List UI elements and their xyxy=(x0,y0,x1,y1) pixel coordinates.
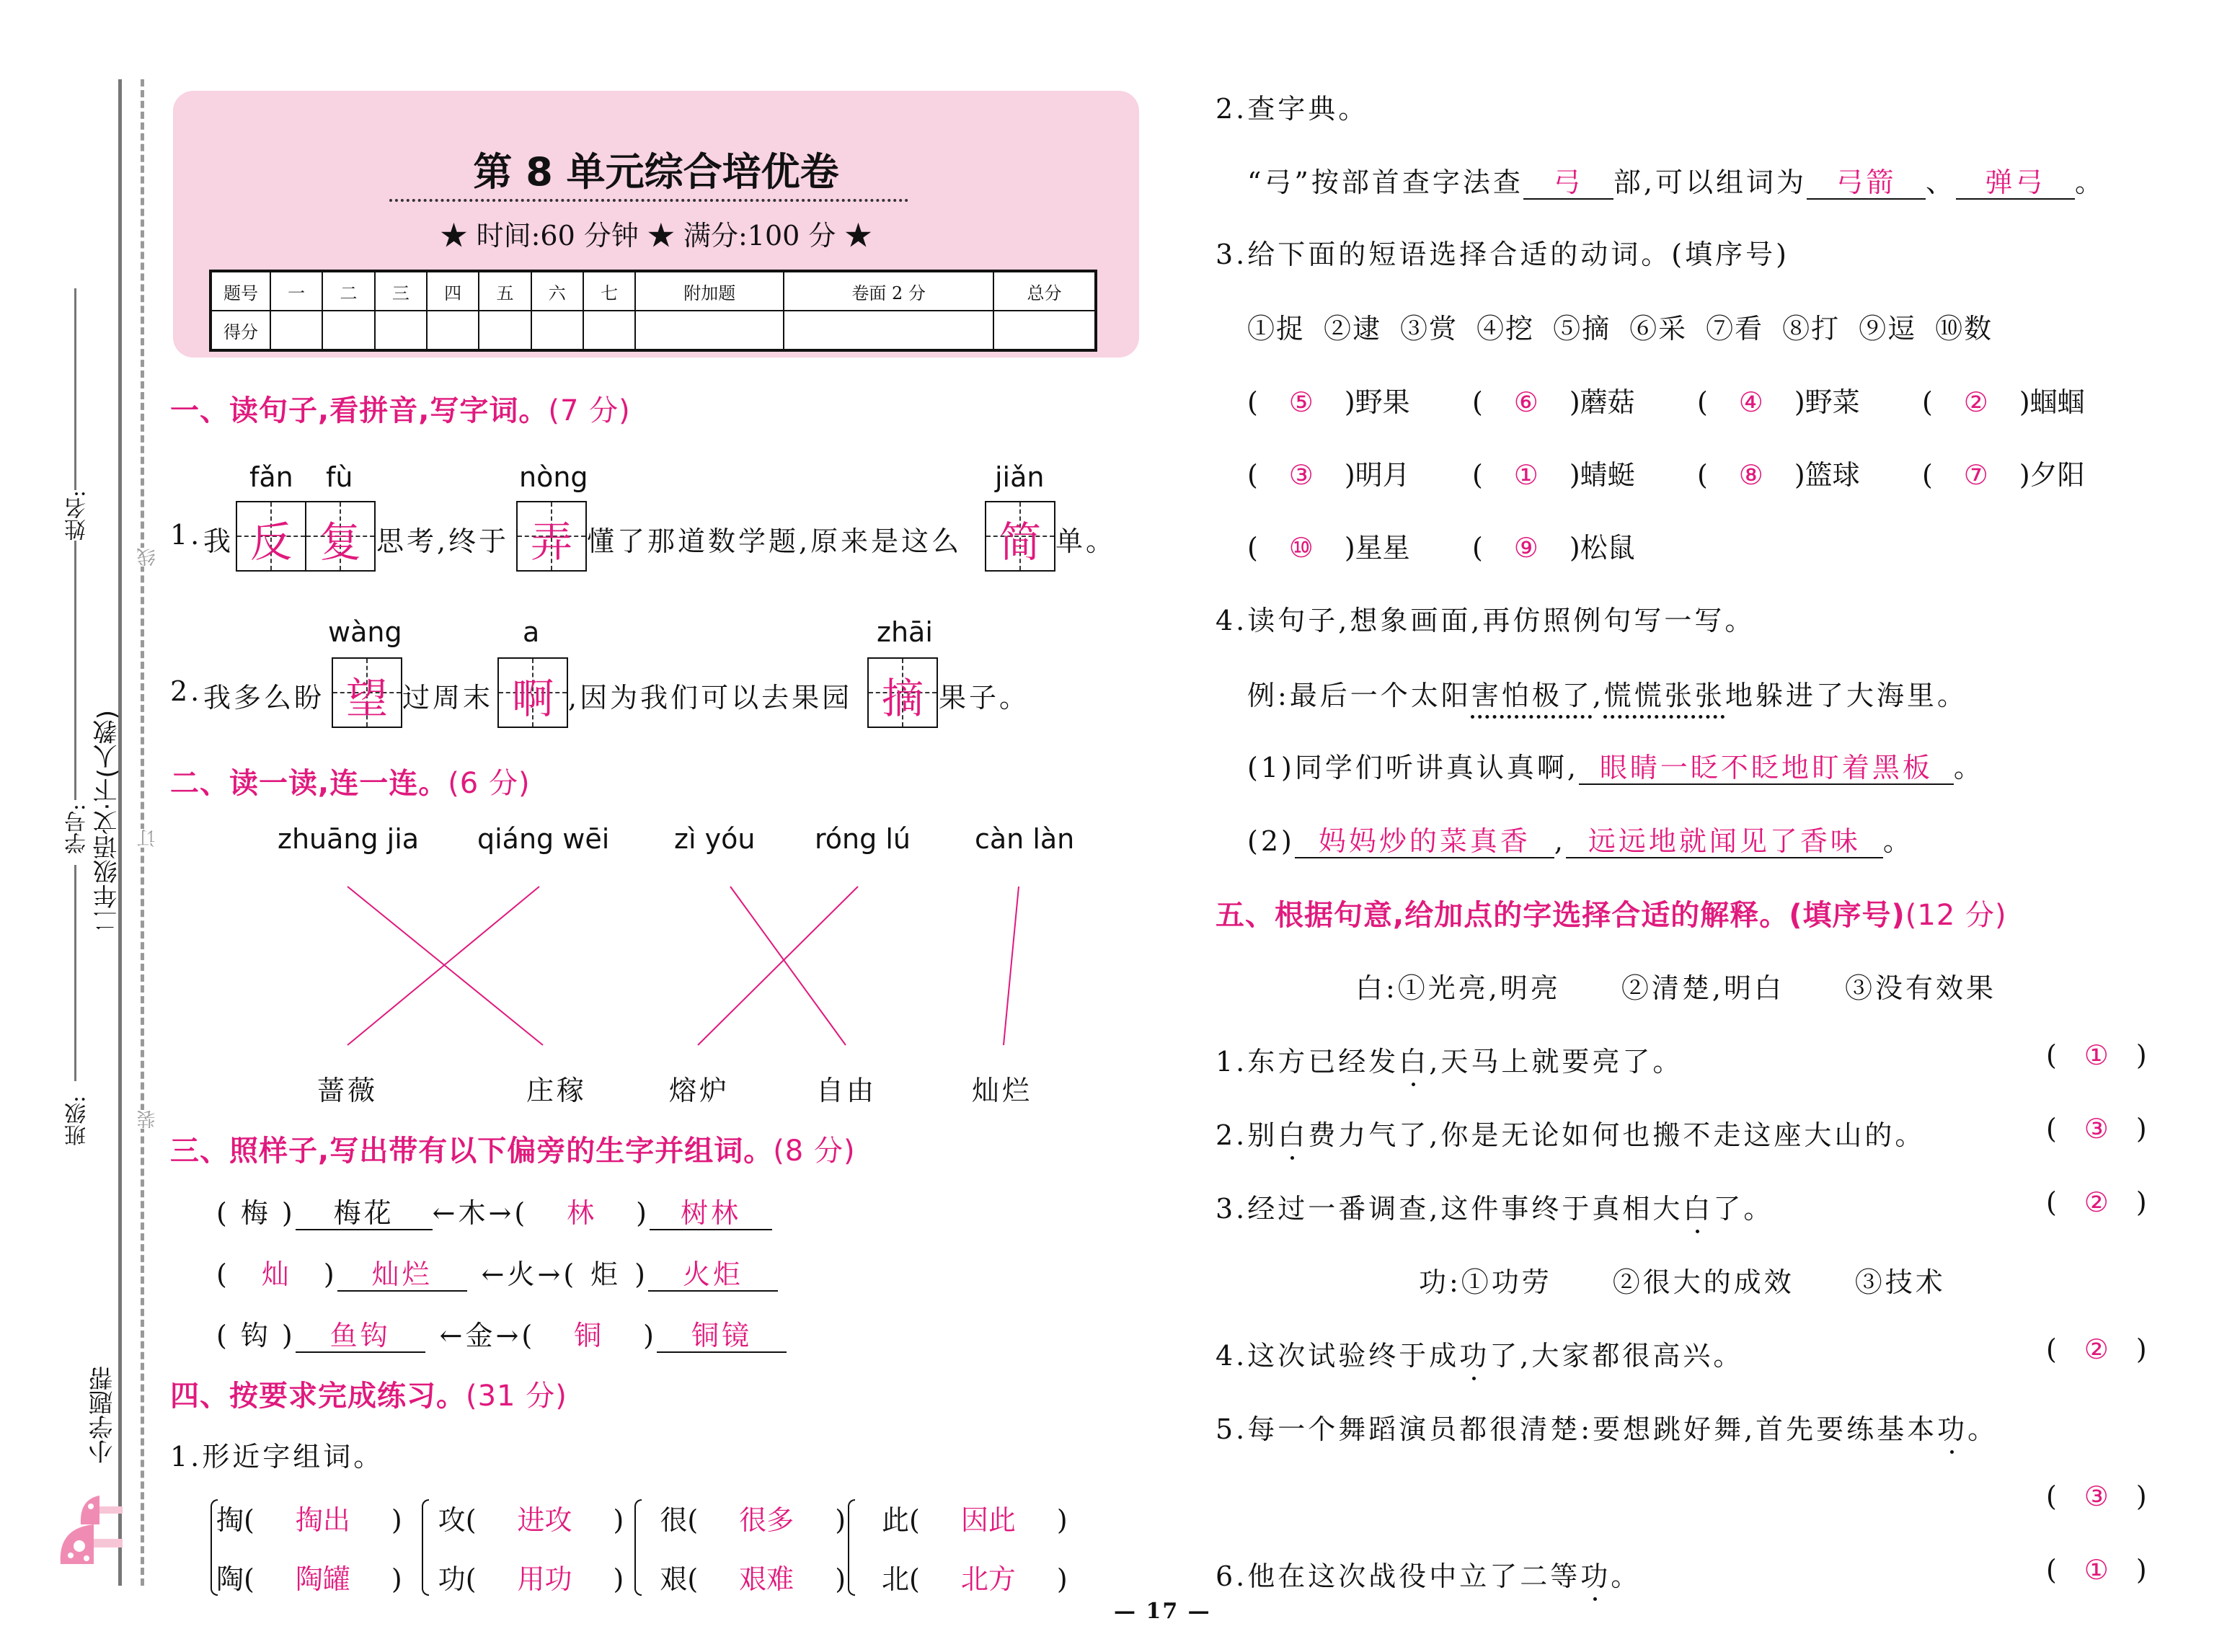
score-col: 三 xyxy=(375,271,427,311)
sentence-text: ,因为我们可以去果园 xyxy=(568,682,853,714)
question-number: 6. xyxy=(1216,1560,1248,1592)
verb-option: ②逮 xyxy=(1324,313,1382,345)
answer-word[interactable]: 灿烂 xyxy=(337,1260,467,1292)
answer[interactable]: ⑤ xyxy=(1288,386,1314,418)
answer[interactable]: ⑧ xyxy=(1738,459,1763,491)
answer[interactable]: 北方 xyxy=(960,1563,1016,1595)
writing-box[interactable] xyxy=(497,657,568,728)
pinyin-option: qiáng wēi xyxy=(477,823,610,855)
pinyin: wàng xyxy=(328,616,402,648)
dotted-char: 白 xyxy=(1399,1046,1430,1078)
answer[interactable]: 用功 xyxy=(517,1563,572,1595)
pinyin: a xyxy=(523,616,540,648)
box-answer: 简 xyxy=(999,518,1041,567)
pinyin-option: càn làn xyxy=(975,823,1075,855)
answer[interactable]: 艰难 xyxy=(739,1563,794,1595)
box-answer: 望 xyxy=(345,674,388,723)
pinyin: fù xyxy=(326,461,353,493)
phrase: 蝈蝈 xyxy=(2029,386,2085,418)
char: 陶 xyxy=(216,1563,244,1595)
answer-paren[interactable]: ( ② ) xyxy=(2046,1333,2147,1365)
score-col: 总分 xyxy=(993,271,1096,311)
section-3-title xyxy=(170,1128,856,1169)
box-answer: 反 xyxy=(249,518,292,567)
answer[interactable]: 掏出 xyxy=(295,1504,350,1536)
paren-open: ( xyxy=(563,1258,577,1290)
imitation-sentence-1 xyxy=(1247,745,1984,785)
answer-blank[interactable]: 弓箭 xyxy=(1807,168,1926,200)
answer-paren[interactable]: ( ① ) xyxy=(2046,1039,2147,1071)
dictionary-question xyxy=(1247,160,2105,200)
separator: 、 xyxy=(1925,166,1956,198)
paren-close: ) xyxy=(323,1258,337,1290)
sentence-text: 果子。 xyxy=(939,682,1030,714)
similar-char-row: 掏( 掏出 ) 攻( 进攻 ) 很( 很多 ) 此( 因此 ) xyxy=(216,1498,1068,1537)
phrase: 野菜 xyxy=(1805,386,1860,418)
answer[interactable]: ① xyxy=(1513,459,1538,491)
question-number: 4. xyxy=(1216,1340,1248,1372)
cut-mark-zhuang: 装 xyxy=(134,1110,161,1129)
phrase: 夕阳 xyxy=(2029,459,2085,491)
question-text: ,天马上就要亮了。 xyxy=(1429,1046,1683,1078)
sentence-text: 思考,终于 xyxy=(376,525,510,557)
verb-options xyxy=(1247,306,1993,346)
verb-option: ⑨逗 xyxy=(1859,313,1917,345)
answer-paren[interactable]: ( ② ) xyxy=(2046,1186,2147,1218)
subquestion-title: 3.给下面的短语选择合适的动词。(填序号) xyxy=(1216,239,1789,270)
class-label: 班级: xyxy=(65,1096,90,1147)
paren-close: ) xyxy=(281,1320,296,1351)
pinyin: jiǎn xyxy=(995,461,1045,493)
definitions-gong: 功:①功劳 ②很大的成效 ③技术 xyxy=(1419,1266,1946,1298)
question-text: 了,大家都很高兴。 xyxy=(1489,1340,1744,1372)
cut-mark-line: 线 xyxy=(134,548,161,567)
definitions-bai: 白:①光亮,明亮 ②清楚,明白 ③没有效果 xyxy=(1355,972,1996,1004)
answer-blank[interactable]: 远远地就闻见了香味 xyxy=(1566,827,1883,858)
section-title-text: 四、按要求完成练习。 xyxy=(170,1380,466,1413)
score-col: 七 xyxy=(583,271,635,311)
score-col: 附加题 xyxy=(635,271,784,311)
verb-option: ⑩数 xyxy=(1935,313,1993,345)
grade-label: 二年级语文·下(人教) xyxy=(93,710,122,933)
question-number: 1. xyxy=(170,519,203,551)
answer-char[interactable]: 林 xyxy=(567,1197,598,1229)
dotted-phrase: 慌慌张张 xyxy=(1603,680,1725,711)
question-number: 2. xyxy=(170,675,203,707)
dotted-char: 功 xyxy=(1937,1413,1968,1445)
section-points: (7 分) xyxy=(548,394,631,427)
phrase: 篮球 xyxy=(1805,459,1860,491)
writing-box[interactable] xyxy=(867,657,938,728)
question-text: 这次试验终于成 xyxy=(1247,1340,1460,1372)
verb-option: ⑥采 xyxy=(1629,313,1688,345)
verb-option: ⑦看 xyxy=(1706,313,1764,345)
answer[interactable]: ⑦ xyxy=(1963,459,1988,491)
char: 很 xyxy=(660,1504,688,1536)
answer[interactable]: 因此 xyxy=(960,1504,1016,1536)
page-title: 第 8 单元综合培优卷 xyxy=(473,149,839,195)
question-text: 了。 xyxy=(1713,1193,1774,1225)
answer-blank[interactable]: 眼睛一眨不眨地盯着黑板 xyxy=(1579,753,1954,785)
answer[interactable]: 进攻 xyxy=(517,1504,572,1536)
pinyin-option: zì yóu xyxy=(674,823,756,855)
score-table-row-label: 得分 xyxy=(211,311,270,350)
answer[interactable]: ④ xyxy=(1738,386,1763,418)
section-title-text: 三、照样子,写出带有以下偏旁的生字并组词。 xyxy=(170,1134,774,1168)
exam-info: ★ 时间:60 分钟 ★ 满分:100 分 ★ xyxy=(440,220,872,252)
example-text: 例:最后一个太阳 xyxy=(1247,680,1471,711)
answer-blank[interactable]: 弓 xyxy=(1523,168,1613,200)
answer-char[interactable]: 灿 xyxy=(261,1258,292,1290)
sentence-text: 。 xyxy=(1882,825,1913,857)
score-col: 四 xyxy=(427,271,479,311)
mushroom-logo-icon xyxy=(58,1492,130,1571)
section-points: (12 分) xyxy=(1905,899,2007,932)
verb-answer-row: ( ⑩ )星星 ( ⑨ )松鼠 xyxy=(1247,532,1635,564)
section-points: (31 分) xyxy=(466,1380,567,1413)
id-label: 学号: xyxy=(65,804,90,855)
word-option: 庄稼 xyxy=(526,1075,588,1106)
sentence-text: 。 xyxy=(1953,752,1984,783)
verb-option: ③赏 xyxy=(1400,313,1458,345)
subquestion-title: 2.查字典。 xyxy=(1216,93,1369,125)
score-col: 五 xyxy=(479,271,531,311)
paren-close: ) xyxy=(643,1320,657,1351)
radical-row xyxy=(216,1191,772,1230)
sentence-text: 过周末 xyxy=(402,682,494,714)
meaning-question xyxy=(1216,1186,1774,1226)
pinyin: zhāi xyxy=(877,616,933,648)
word-option: 自由 xyxy=(816,1075,877,1106)
box-answer: 弄 xyxy=(530,518,572,567)
char: 此 xyxy=(882,1504,910,1536)
brand-label: 小学题帮 xyxy=(89,1366,118,1464)
paren-open: ( xyxy=(216,1197,230,1229)
page-number: — 17 — xyxy=(1114,1599,1211,1624)
paren-open: ( xyxy=(521,1320,536,1351)
sentence-text: 单。 xyxy=(1055,525,1117,557)
phrase: 松鼠 xyxy=(1580,532,1635,564)
answer-word[interactable]: 铜镜 xyxy=(657,1321,787,1353)
example-text: , xyxy=(1592,680,1604,711)
sentence-text: (2) xyxy=(1247,825,1295,857)
question-text: 每一个舞蹈演员都很清楚:要想跳好舞,首先要练基本 xyxy=(1247,1413,1938,1445)
answer[interactable]: 很多 xyxy=(739,1504,794,1536)
writing-box[interactable] xyxy=(985,501,1055,572)
pinyin-option: zhuāng jia xyxy=(278,823,420,855)
word-option: 灿烂 xyxy=(972,1075,1033,1106)
verb-option: ⑧打 xyxy=(1782,313,1841,345)
question-text: 费力气了,你是无论如何也搬不走这座大山的。 xyxy=(1308,1119,1926,1151)
answer[interactable]: ② xyxy=(2084,1333,2109,1365)
answer-paren[interactable]: ( ③ ) xyxy=(2046,1113,2147,1145)
writing-box[interactable] xyxy=(332,657,402,728)
paren-open: ( xyxy=(514,1197,528,1229)
sentence-text: 我 xyxy=(203,525,234,557)
section-4-title xyxy=(170,1373,567,1414)
phrase: 明月 xyxy=(1355,459,1410,491)
question-text: 他在这次战役中立了二等 xyxy=(1247,1560,1581,1592)
paren-open: ( xyxy=(216,1320,230,1351)
radical: ←金→ xyxy=(439,1320,522,1351)
sentence-text: , xyxy=(1554,825,1566,857)
writing-box[interactable] xyxy=(516,501,587,572)
char: 攻 xyxy=(438,1504,466,1536)
meaning-question xyxy=(1216,1333,1743,1373)
answer-word[interactable]: 火炬 xyxy=(648,1260,778,1292)
word-option: 蔷薇 xyxy=(317,1075,378,1106)
score-col: 六 xyxy=(531,271,583,311)
similar-char-row: 陶( 陶罐 ) 功( 用功 ) 艰( 艰难 ) 北( 北方 ) xyxy=(216,1557,1068,1597)
answer[interactable]: ③ xyxy=(1288,459,1314,491)
answer-paren[interactable]: ( ③ ) xyxy=(2046,1480,2147,1512)
phrase: 星星 xyxy=(1355,532,1410,564)
question-text: 别 xyxy=(1247,1119,1278,1151)
writing-box[interactable] xyxy=(305,501,376,572)
verb-option: ⑤摘 xyxy=(1553,313,1611,345)
radical: ←木→ xyxy=(432,1197,515,1229)
question-text: 。 xyxy=(1611,1560,1642,1592)
score-col: 一 xyxy=(270,271,322,311)
section-points: (8 分) xyxy=(773,1134,856,1168)
subquestion-title: 4.读句子,想象画面,再仿照例句写一写。 xyxy=(1216,605,1756,636)
name-label: 姓名: xyxy=(65,490,90,541)
subquestion-title: 1.形近字组词。 xyxy=(170,1441,384,1473)
answer[interactable]: ① xyxy=(2084,1039,2109,1071)
question-text: 东方已经发 xyxy=(1247,1046,1399,1078)
question-text: 。 xyxy=(2074,166,2105,198)
verb-option: ①捉 xyxy=(1247,313,1306,345)
verb-option: ④挖 xyxy=(1476,313,1535,345)
example-char: 梅 xyxy=(240,1197,271,1229)
imitation-sentence-2 xyxy=(1247,819,1913,858)
cut-mark-ding: 订 xyxy=(134,829,161,848)
dotted-char: 白 xyxy=(1683,1193,1714,1225)
sentence-text: 懂了那道数学题,原来是这么 xyxy=(587,525,962,557)
answer[interactable]: ⑨ xyxy=(1513,532,1538,564)
sentence-text: (1)同学们听讲真认真啊, xyxy=(1247,752,1579,783)
answer-char[interactable]: 铜 xyxy=(574,1320,605,1351)
answer-blank[interactable]: 弹弓 xyxy=(1956,168,2075,200)
answer[interactable]: 陶罐 xyxy=(295,1563,350,1595)
answer[interactable]: ③ xyxy=(2084,1480,2109,1512)
answer[interactable]: ③ xyxy=(2084,1113,2109,1145)
answer-paren[interactable]: ( ① ) xyxy=(2046,1554,2147,1586)
section-title-text: 二、读一读,连一连。 xyxy=(170,767,448,800)
question-text: “弓”按部首查字法查 xyxy=(1247,166,1523,198)
pinyin: fǎn xyxy=(249,461,293,493)
dotted-char: 白 xyxy=(1278,1119,1309,1151)
answer[interactable]: ② xyxy=(1963,386,1988,418)
writing-box[interactable] xyxy=(236,501,306,572)
score-col: 卷面 2 分 xyxy=(784,271,993,311)
phrase: 蘑菇 xyxy=(1580,386,1635,418)
answer-blank[interactable]: 妈妈炒的菜真香 xyxy=(1295,827,1554,858)
phrase: 蜻蜓 xyxy=(1580,459,1635,491)
question-number: 2. xyxy=(1216,1119,1248,1151)
score-table-row-label: 题号 xyxy=(211,271,270,311)
word-option: 熔炉 xyxy=(669,1075,730,1106)
radical-row xyxy=(216,1252,778,1292)
given-char: 钩 xyxy=(240,1320,271,1351)
question-number: 3. xyxy=(1216,1193,1248,1225)
question-text: 部,可以组词为 xyxy=(1613,166,1807,198)
verb-answer-row: ( ③ )明月 ( ① )蜻蜓 ( ⑧ )篮球 ( ⑦ )夕阳 xyxy=(1247,459,2085,491)
box-answer: 复 xyxy=(319,518,361,567)
answer[interactable]: ⑩ xyxy=(1288,532,1314,564)
section-title-text: 一、读句子,看拼音,写字词。 xyxy=(170,394,549,427)
box-answer: 摘 xyxy=(881,674,924,723)
answer[interactable]: ① xyxy=(2084,1554,2109,1586)
paren-close: ) xyxy=(281,1197,296,1229)
example-sentence xyxy=(1247,673,1967,713)
meaning-question xyxy=(1216,1554,1641,1594)
box-answer: 啊 xyxy=(511,674,554,723)
answer-word[interactable]: 鱼钩 xyxy=(296,1321,425,1353)
phrase: 野果 xyxy=(1355,386,1410,418)
dotted-phrase: 害怕极了 xyxy=(1471,680,1593,711)
score-col: 二 xyxy=(322,271,374,311)
dotted-char: 功 xyxy=(1459,1340,1490,1372)
question-text: 。 xyxy=(1967,1413,1998,1445)
paren-close: ) xyxy=(636,1197,650,1229)
meaning-question xyxy=(1216,1039,1683,1079)
dotted-char: 功 xyxy=(1580,1560,1611,1592)
pinyin: nòng xyxy=(519,461,588,493)
example-word: 梅花 xyxy=(296,1199,433,1230)
section-title-text: 五、根据句意,给加点的字选择合适的解释。(填序号) xyxy=(1216,899,1905,932)
answer[interactable]: ⑥ xyxy=(1513,386,1538,418)
paren-close: ) xyxy=(634,1258,648,1290)
pinyin-option: róng lú xyxy=(815,823,911,855)
answer[interactable]: ② xyxy=(2084,1186,2109,1218)
given-char: 炬 xyxy=(590,1258,621,1290)
char: 艰 xyxy=(660,1563,688,1595)
question-number: 1. xyxy=(1216,1046,1248,1078)
radical: ←火→ xyxy=(481,1258,564,1290)
example-text: 地躲进了大海里。 xyxy=(1725,680,1967,711)
char: 掏 xyxy=(216,1504,244,1536)
char: 北 xyxy=(882,1563,910,1595)
meaning-question xyxy=(1216,1113,1925,1153)
question-number: 5. xyxy=(1216,1413,1248,1445)
question-text: 经过一番调查,这件事终于真相大 xyxy=(1247,1193,1683,1225)
answer-word[interactable]: 树林 xyxy=(650,1199,772,1230)
section-points: (6 分) xyxy=(448,767,531,800)
char: 功 xyxy=(438,1563,466,1595)
sentence-text: 我多么盼 xyxy=(203,682,325,714)
meaning-question xyxy=(1216,1407,1998,1447)
verb-answer-row: ( ⑤ )野果 ( ⑥ )蘑菇 ( ④ )野菜 ( ② )蝈蝈 xyxy=(1247,386,2085,418)
paren-open: ( xyxy=(216,1258,230,1290)
radical-row xyxy=(216,1313,787,1353)
section-5-title xyxy=(1216,892,2007,933)
